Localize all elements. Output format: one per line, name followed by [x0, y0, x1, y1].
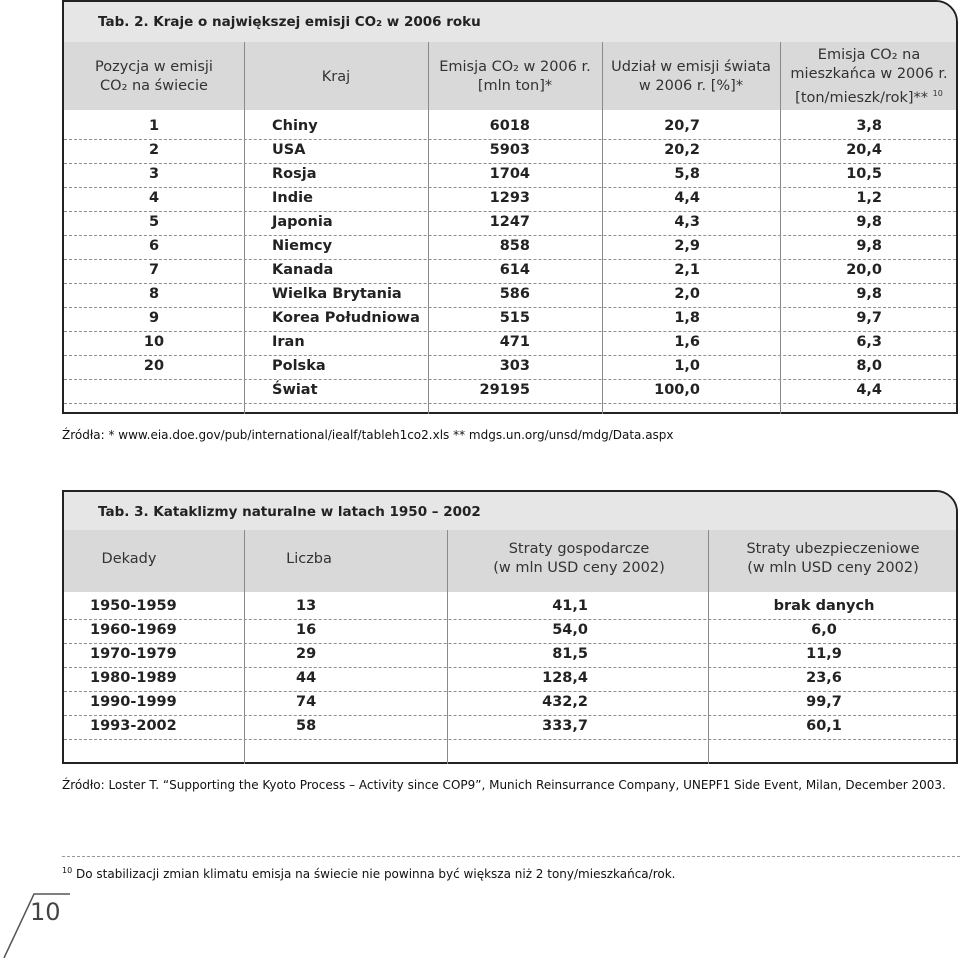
cell-share: 100,0 [654, 382, 700, 398]
cell-share: 4,4 [674, 190, 700, 206]
footnote-mark: 10 [62, 866, 73, 875]
header-position [64, 58, 244, 96]
cell-position: 20 [143, 358, 165, 374]
cell-per-capita: 20,0 [846, 262, 882, 278]
cell-count: 74 [296, 694, 317, 710]
cell-emission: 6018 [489, 118, 530, 134]
header-unit: [ton/mieszk/rok]** [795, 89, 929, 106]
header-count: Liczba [286, 551, 332, 567]
cell-per-capita: 9,8 [856, 238, 882, 254]
table-row [64, 355, 956, 380]
cell-economic-losses: 333,7 [542, 718, 588, 734]
cell-emission: 858 [499, 238, 530, 254]
table-row [64, 667, 956, 692]
cell-country: Iran [272, 334, 305, 350]
cell-share: 1,8 [674, 310, 700, 326]
cell-decade: 1960-1969 [90, 622, 177, 638]
cell-per-capita: 20,4 [846, 142, 882, 158]
cell-country: Chiny [272, 118, 318, 134]
cell-position: 9 [148, 310, 160, 326]
cell-per-capita: 1,2 [856, 190, 882, 206]
cell-count: 29 [296, 646, 317, 662]
header-line: Emisja CO₂ w 2006 r. [439, 59, 591, 75]
cell-emission: 1704 [489, 166, 530, 182]
cell-country: Polska [272, 358, 326, 374]
cell-country: Japonia [272, 214, 333, 230]
cell-share: 2,0 [674, 286, 700, 302]
header-line: Straty ubezpieczeniowe [746, 541, 920, 557]
cell-share: 1,6 [674, 334, 700, 350]
cell-share: 2,9 [674, 238, 700, 254]
table-row [64, 283, 956, 308]
cell-insured-losses: 23,6 [806, 670, 842, 686]
cell-position: 5 [148, 214, 160, 230]
cell-decade: 1950-1959 [90, 598, 177, 614]
cell-share: 20,7 [664, 118, 700, 134]
header-line: (w mln USD ceny 2002) [493, 560, 665, 576]
page-number-tab [0, 890, 70, 958]
table-row [64, 235, 956, 260]
header-insured-losses [708, 540, 958, 578]
cell-emission: 1293 [489, 190, 530, 206]
cell-emission: 29195 [479, 382, 530, 398]
table-row [64, 115, 956, 140]
table-2 [62, 0, 958, 414]
cell-country: USA [272, 142, 306, 158]
header-line: Udział w emisji świata [611, 59, 771, 75]
cell-country: Niemcy [272, 238, 333, 254]
cell-share: 5,8 [674, 166, 700, 182]
header-decades: Dekady [101, 551, 157, 567]
cell-economic-losses: 54,0 [552, 622, 588, 638]
header-per-capita [780, 46, 958, 108]
cell-per-capita: 8,0 [856, 358, 882, 374]
table-row [64, 643, 956, 668]
cell-emission: 586 [499, 286, 530, 302]
header-line: mieszkańca w 2006 r. [790, 66, 948, 82]
header-share [602, 58, 780, 96]
table-row [64, 595, 956, 620]
cell-position: 10 [143, 334, 165, 350]
cell-position: 4 [148, 190, 160, 206]
header-line: [mln ton]* [477, 78, 553, 94]
cell-decade: 1993-2002 [90, 718, 177, 734]
cell-position: 7 [148, 262, 160, 278]
footnote-rule [62, 856, 960, 857]
cell-emission: 614 [499, 262, 530, 278]
header-emission [428, 58, 602, 96]
cell-per-capita: 9,8 [856, 286, 882, 302]
header-line: CO₂ na świecie [100, 78, 208, 94]
cell-count: 16 [296, 622, 317, 638]
cell-per-capita: 6,3 [856, 334, 882, 350]
cell-economic-losses: 81,5 [552, 646, 588, 662]
cell-share: 4,3 [674, 214, 700, 230]
cell-position: 6 [148, 238, 160, 254]
table-row [64, 163, 956, 188]
cell-per-capita: 10,5 [846, 166, 882, 182]
cell-economic-losses: 41,1 [552, 598, 588, 614]
footnote-ref: 10 [932, 89, 943, 98]
header-country: Kraj [321, 69, 351, 85]
cell-decade: 1990-1999 [90, 694, 177, 710]
header-line: Emisja CO₂ na [817, 47, 921, 63]
cell-insured-losses: 60,1 [806, 718, 842, 734]
cell-share: 2,1 [674, 262, 700, 278]
cell-position: 8 [148, 286, 160, 302]
cell-country: Korea Południowa [272, 310, 420, 326]
cell-emission: 303 [499, 358, 530, 374]
cell-insured-losses: brak danych [773, 598, 875, 614]
cell-country: Indie [272, 190, 313, 206]
table-2-title: Tab. 2. Kraje o największej emisji CO₂ w 2006 roku [98, 14, 481, 30]
cell-country: Kanada [272, 262, 334, 278]
cell-emission: 5903 [489, 142, 530, 158]
cell-count: 13 [296, 598, 317, 614]
table-row [64, 307, 956, 332]
cell-count: 44 [296, 670, 317, 686]
cell-per-capita: 3,8 [856, 118, 882, 134]
cell-decade: 1980-1989 [90, 670, 177, 686]
table-row [64, 331, 956, 356]
cell-position: 2 [148, 142, 160, 158]
cell-share: 1,0 [674, 358, 700, 374]
cell-country: Świat [272, 382, 318, 398]
table-row [64, 619, 956, 644]
cell-per-capita: 4,4 [856, 382, 882, 398]
cell-economic-losses: 128,4 [542, 670, 588, 686]
table-row [64, 691, 956, 716]
cell-country: Wielka Brytania [272, 286, 402, 302]
footnote-text: Do stabilizacji zmian klimatu emisja na świecie nie powinna być większa niż 2 tony/mieszkańca/rok. [76, 867, 676, 881]
header-line: Pozycja w emisji [95, 59, 213, 75]
cell-count: 58 [296, 718, 317, 734]
table-row [64, 715, 956, 740]
table-3-title: Tab. 3. Kataklizmy naturalne w latach 1950 – 2002 [98, 504, 481, 520]
table-row [64, 139, 956, 164]
table-row [64, 379, 956, 404]
cell-emission: 471 [499, 334, 530, 350]
cell-emission: 1247 [489, 214, 530, 230]
page-number: 10 [30, 898, 61, 926]
header-line: w 2006 r. [%]* [638, 78, 744, 94]
cell-per-capita: 9,7 [856, 310, 882, 326]
header-line [780, 84, 958, 108]
table-2-source: Źródła: * www.eia.doe.gov/pub/international/iealf/tableh1co2.xls ** mdgs.un.org/unsd/mdg/Data.aspx [62, 428, 674, 442]
cell-decade: 1970-1979 [90, 646, 177, 662]
cell-per-capita: 9,8 [856, 214, 882, 230]
header-line: (w mln USD ceny 2002) [747, 560, 919, 576]
cell-position: 1 [148, 118, 160, 134]
cell-insured-losses: 99,7 [806, 694, 842, 710]
table-3 [62, 490, 958, 764]
cell-insured-losses: 11,9 [806, 646, 842, 662]
table-3-source: Źródło: Loster T. “Supporting the Kyoto Process – Activity since COP9”, Munich Reinsurrance Company, UNEPF1 Side Event, Milan, December 2003. [62, 778, 946, 792]
table-row [64, 187, 956, 212]
table-row [64, 259, 956, 284]
cell-position: 3 [148, 166, 160, 182]
table-row [64, 211, 956, 236]
cell-emission: 515 [499, 310, 530, 326]
footnote [62, 866, 675, 881]
header-line: Straty gospodarcze [508, 541, 650, 557]
cell-insured-losses: 6,0 [811, 622, 837, 638]
cell-country: Rosja [272, 166, 317, 182]
header-economic-losses [464, 540, 694, 578]
cell-economic-losses: 432,2 [542, 694, 588, 710]
cell-share: 20,2 [664, 142, 700, 158]
